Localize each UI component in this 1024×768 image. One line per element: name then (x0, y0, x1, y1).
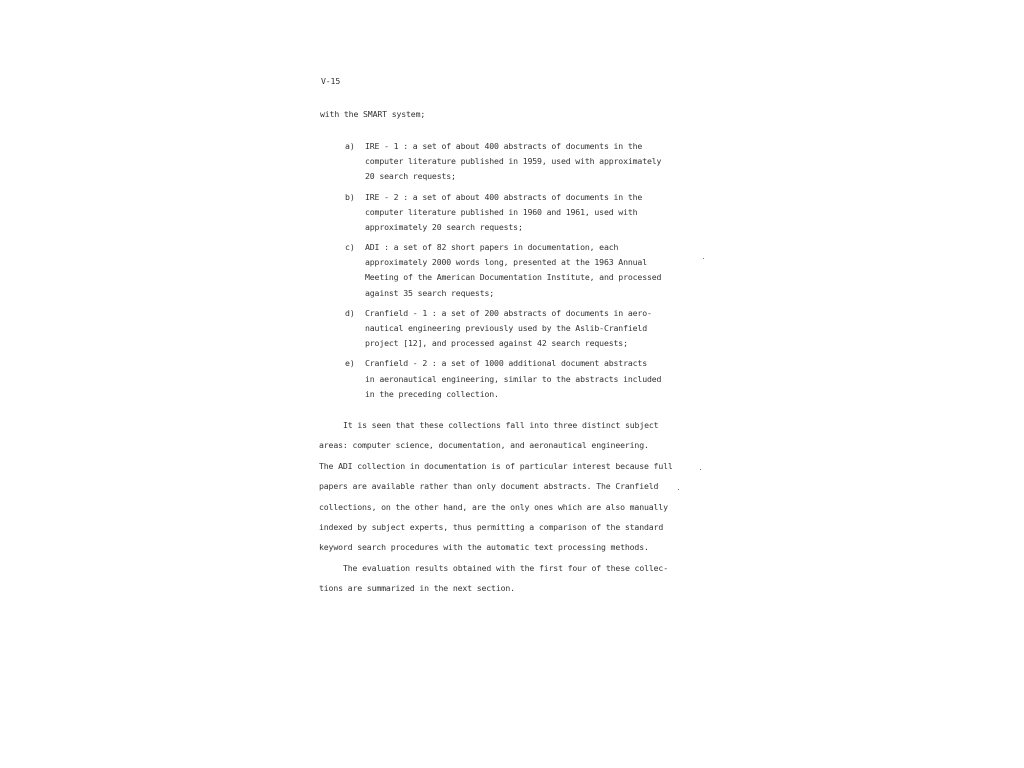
item-b-line-3: approximately 20 search requests; (365, 222, 523, 232)
para-1-line-5: collections, on the other hand, are the only ones which are also manually (319, 502, 668, 512)
para-1-line-3: The ADI collection in documentation is of particular interest because full (319, 461, 673, 471)
scan-speck (678, 489, 679, 490)
para-1-line-2: areas: computer science, documentation, and aeronautical engineering. (319, 440, 649, 450)
item-d-line-1: Cranfield - 1 : a set of 200 abstracts of documents in aero- (365, 308, 652, 318)
intro-line: with the SMART system; (320, 109, 426, 119)
item-d-line-2: nautical engineering previously used by the Aslib-Cranfield (365, 323, 647, 333)
item-c-line-4: against 35 search requests; (365, 288, 495, 298)
item-b-line-2: computer literature published in 1960 and 1961, used with (365, 207, 638, 217)
item-c-line-3: Meeting of the American Documentation Institute, and processed (365, 272, 662, 282)
item-c-line-1: ADI : a set of 82 short papers in documentation, each (365, 242, 619, 252)
item-e-label: e) (345, 358, 355, 368)
para-2-line-1: The evaluation results obtained with the first four of these collec- (343, 563, 668, 573)
para-2-line-2: tions are summarized in the next section. (319, 583, 515, 593)
item-c-line-2: approximately 2000 words long, presented at the 1963 Annual (365, 257, 647, 267)
item-a-line-1: IRE - 1 : a set of about 400 abstracts of documents in the (365, 141, 643, 151)
para-1-line-4: papers are available rather than only document abstracts. The Cranfield (319, 481, 659, 491)
item-a-line-2: computer literature published in 1959, used with approximately (365, 156, 662, 166)
item-e-line-1: Cranfield - 2 : a set of 1000 additional document abstracts (365, 358, 647, 368)
item-d-label: d) (345, 308, 355, 318)
item-e-line-2: in aeronautical engineering, similar to the abstracts included (365, 374, 662, 384)
scan-speck (700, 469, 701, 470)
item-d-line-3: project [12], and processed against 42 search requests; (365, 338, 628, 348)
page-number: V-15 (321, 76, 341, 86)
item-e-line-3: in the preceding collection. (365, 389, 499, 399)
item-c-label: c) (345, 242, 355, 252)
para-1-line-6: indexed by subject experts, thus permitting a comparison of the standard (319, 522, 664, 532)
item-a-label: a) (345, 141, 355, 151)
item-a-line-3: 20 search requests; (365, 171, 456, 181)
para-1-line-1: It is seen that these collections fall into three distinct subject (343, 420, 659, 430)
item-b-label: b) (345, 192, 355, 202)
scan-speck (703, 258, 704, 259)
para-1-line-7: keyword search procedures with the automatic text processing methods. (319, 542, 649, 552)
item-b-line-1: IRE - 2 : a set of about 400 abstracts of documents in the (365, 192, 643, 202)
